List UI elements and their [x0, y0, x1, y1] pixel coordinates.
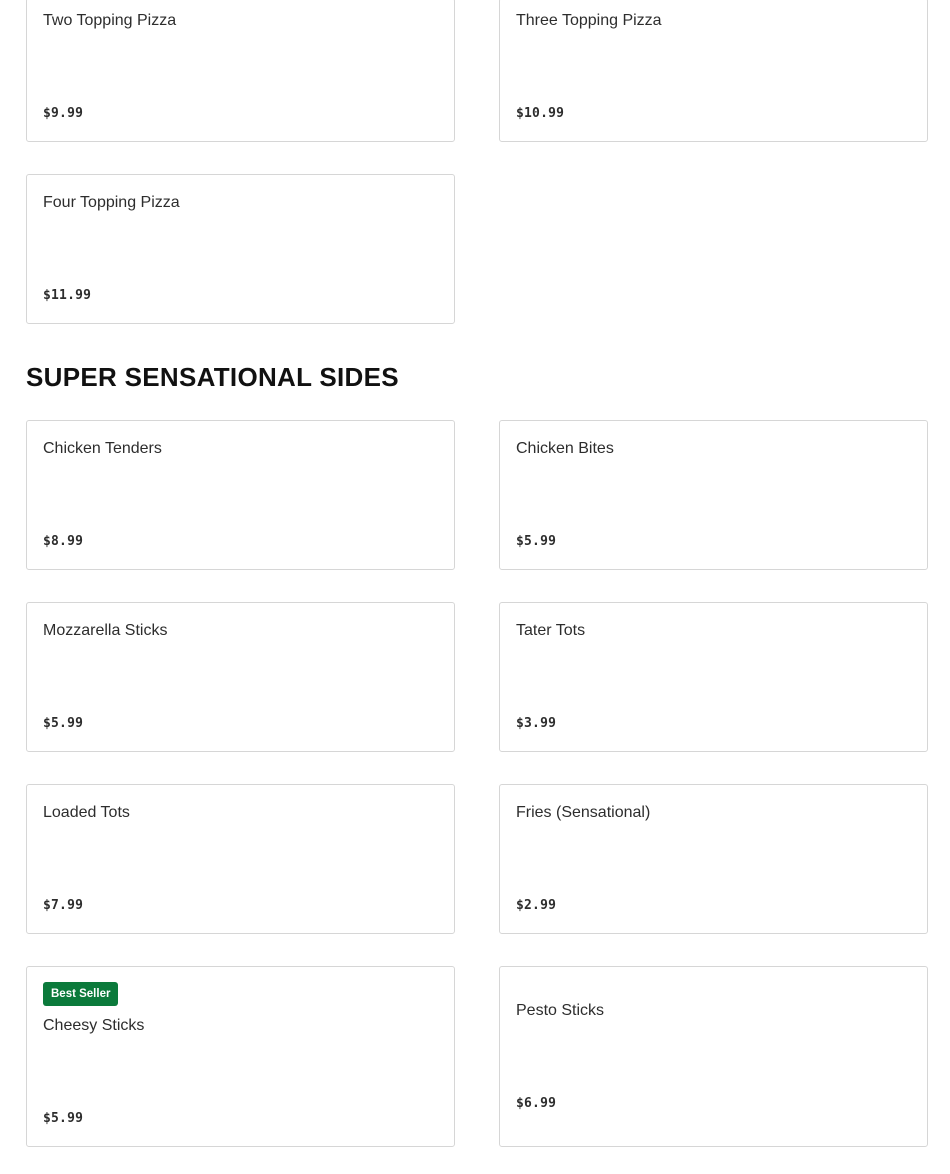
menu-item-name: Tater Tots	[516, 622, 586, 639]
menu-item-name: Four Topping Pizza	[43, 194, 180, 211]
menu-item-name: Fries (Sensational)	[516, 804, 651, 821]
menu-item-price: $2.99	[516, 898, 557, 913]
best-seller-badge: Best Seller	[43, 982, 118, 1006]
menu-item-name: Pesto Sticks	[516, 1002, 605, 1019]
menu-item-name: Chicken Tenders	[43, 440, 162, 457]
menu-item-name: Two Topping Pizza	[43, 12, 177, 29]
menu-item-card-loaded-tots[interactable]	[26, 784, 455, 934]
section-heading-sides: SUPER SENSATIONAL SIDES	[26, 362, 399, 392]
menu-item-price: $5.99	[516, 534, 557, 549]
menu-item-price: $10.99	[516, 106, 565, 121]
menu-item-name: Cheesy Sticks	[43, 1017, 145, 1034]
menu-item-name: Mozzarella Sticks	[43, 622, 168, 639]
menu-item-name: Three Topping Pizza	[516, 12, 662, 29]
menu-item-card-cheesy-sticks[interactable]	[26, 966, 455, 1147]
menu-item-price: $3.99	[516, 716, 557, 731]
menu-item-price: $5.99	[43, 1111, 84, 1126]
menu-item-price: $6.99	[516, 1096, 557, 1111]
menu-item-card-mozzarella-sticks[interactable]	[26, 602, 455, 752]
menu-item-name: Chicken Bites	[516, 440, 614, 457]
menu-item-card-fries[interactable]	[499, 784, 928, 934]
menu-item-card-pesto-sticks[interactable]	[499, 966, 928, 1147]
menu-item-name: Loaded Tots	[43, 804, 130, 821]
menu-item-card-chicken-bites[interactable]	[499, 420, 928, 570]
menu-item-price: $7.99	[43, 898, 84, 913]
menu-item-price: $11.99	[43, 288, 92, 303]
menu-item-card-four-topping-pizza[interactable]	[26, 174, 455, 324]
menu-item-card-two-topping-pizza[interactable]	[26, 0, 455, 142]
menu-item-price: $8.99	[43, 534, 84, 549]
menu-item-price: $5.99	[43, 716, 84, 731]
menu-item-card-tater-tots[interactable]	[499, 602, 928, 752]
menu-item-card-three-topping-pizza[interactable]	[499, 0, 928, 142]
menu-item-card-chicken-tenders[interactable]	[26, 420, 455, 570]
menu-item-price: $9.99	[43, 106, 84, 121]
